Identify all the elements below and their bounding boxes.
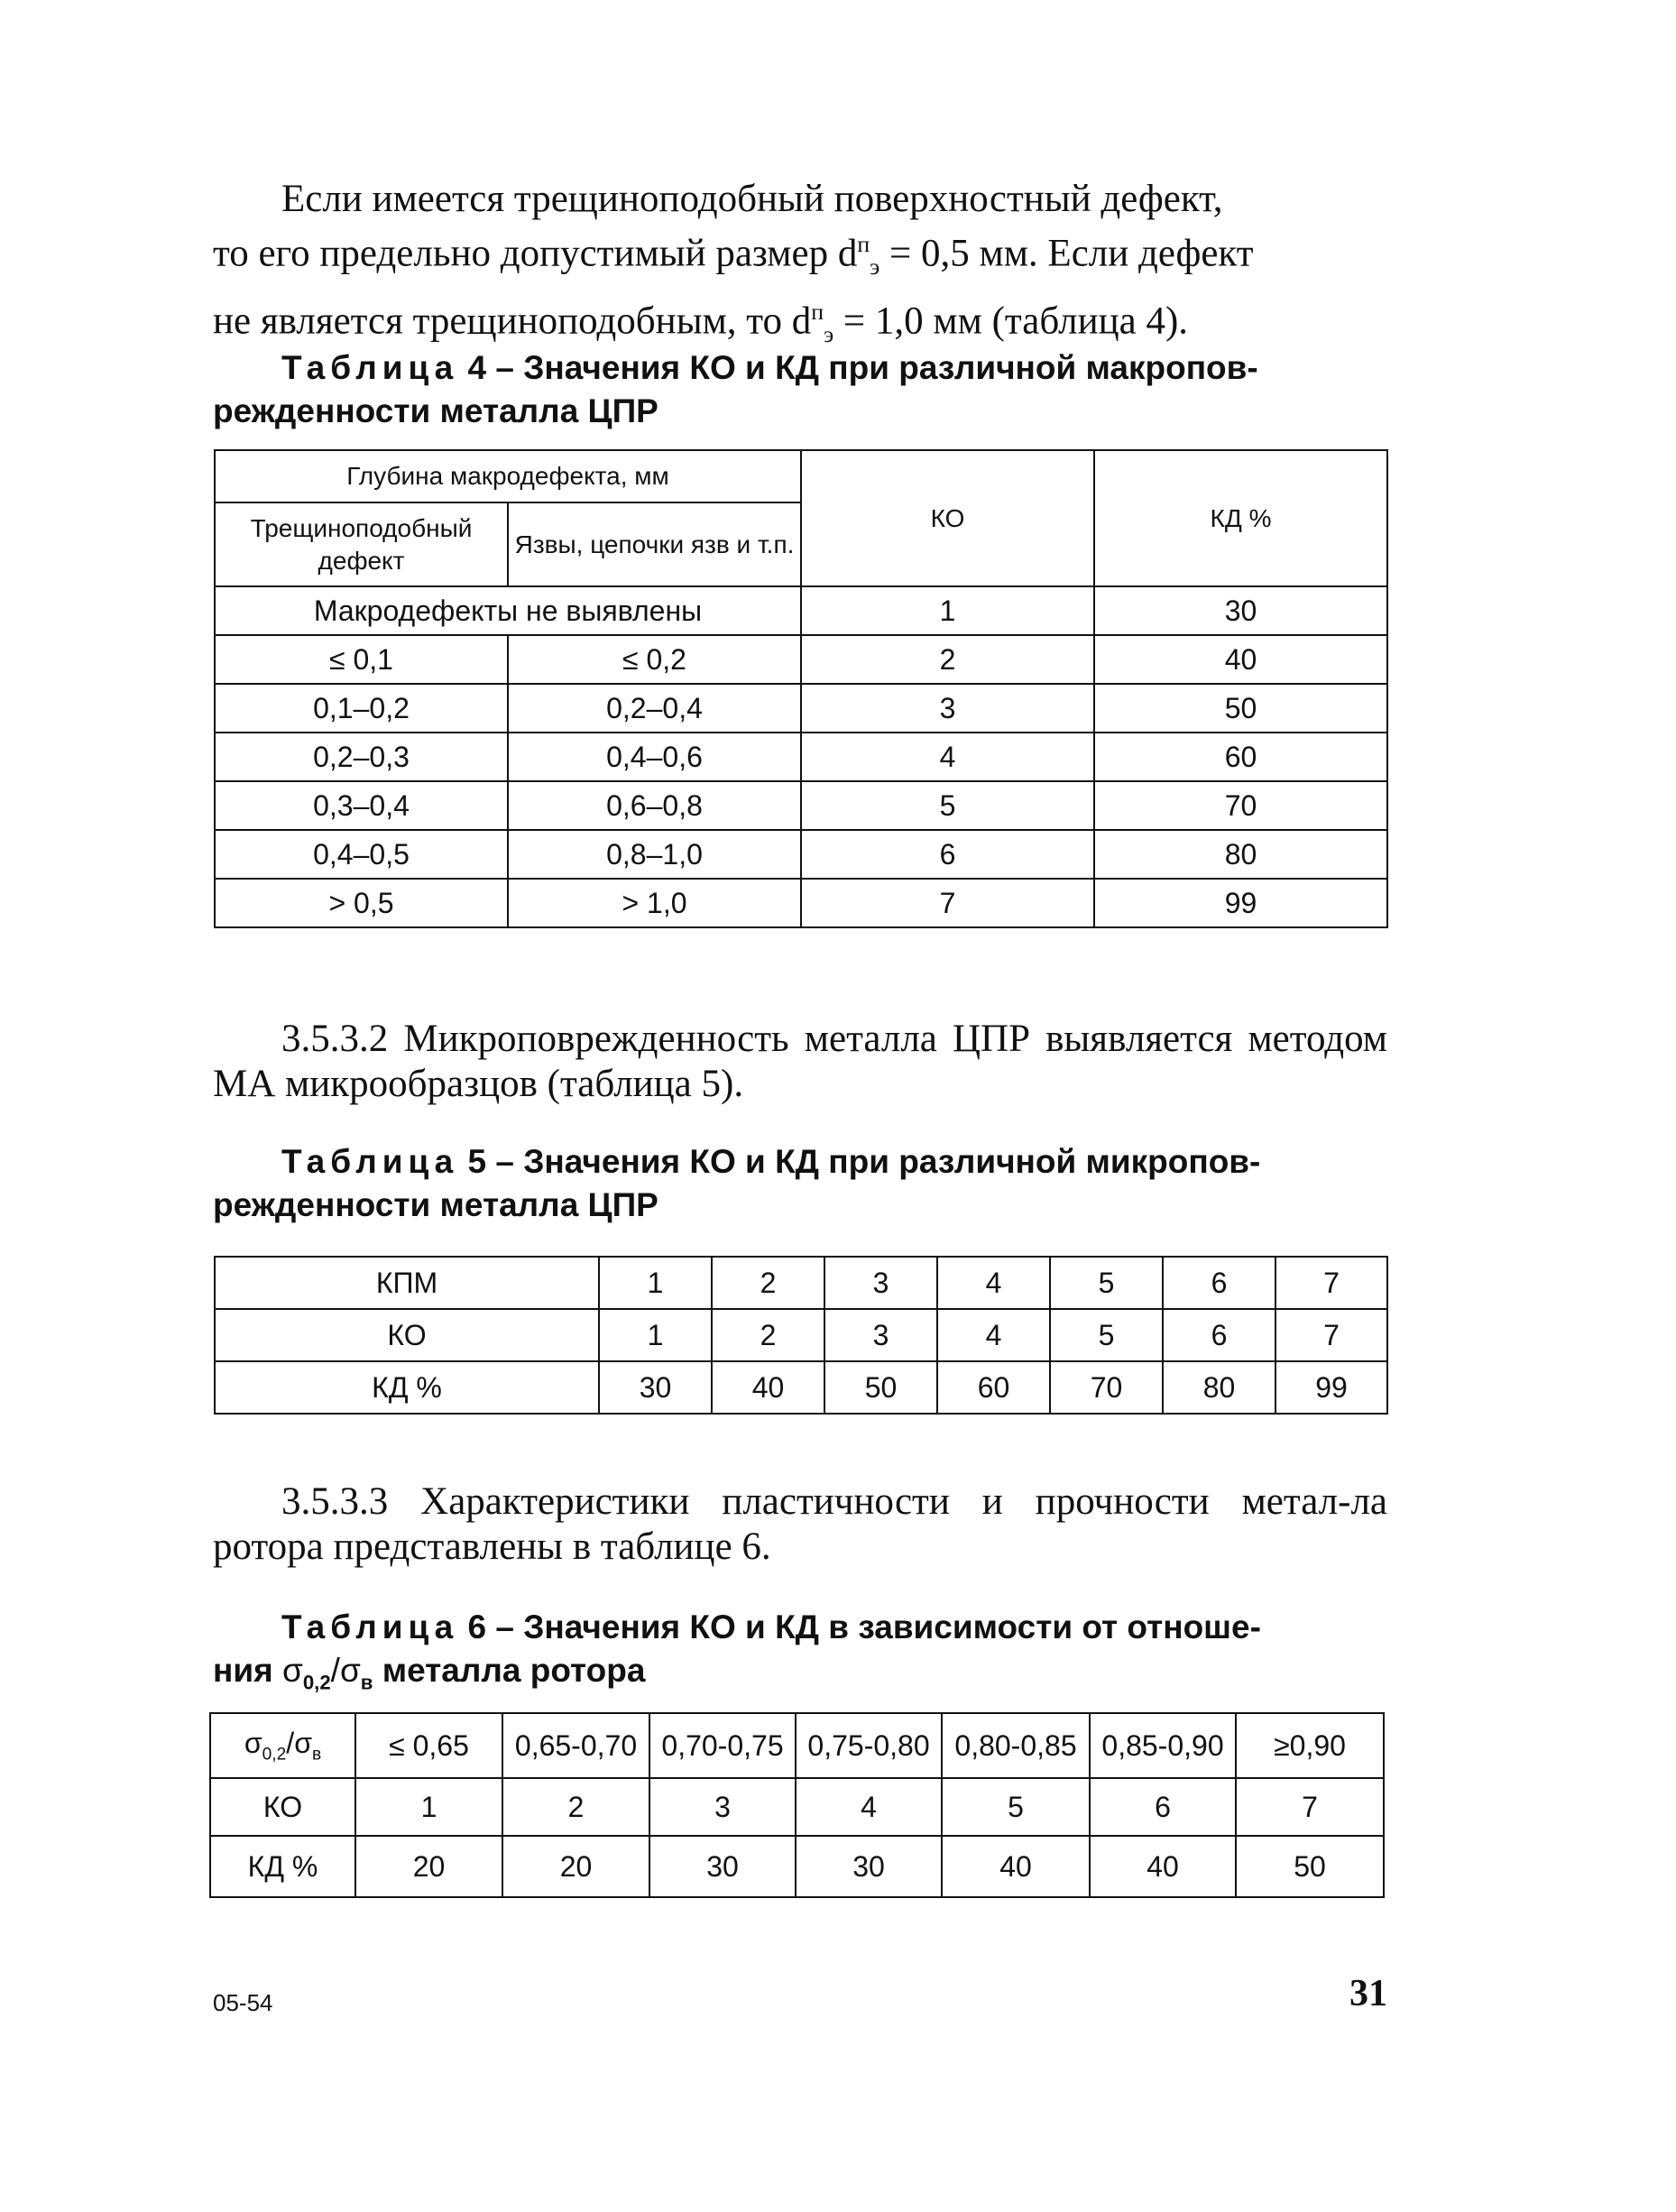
sigma-symbol: σ xyxy=(281,1652,303,1689)
table4-header-pits: Язвы, цепочки язв и т.п. xyxy=(508,502,801,586)
table5-cell: 80 xyxy=(1163,1361,1275,1414)
table4-cell: 6 xyxy=(801,830,1094,879)
table4-caption xyxy=(213,346,1387,433)
table6-cell: 50 xyxy=(1236,1836,1384,1897)
table5-cell: 4 xyxy=(937,1257,1050,1309)
table4-header-kd: КД % xyxy=(1094,450,1387,586)
table4 xyxy=(214,449,1388,928)
table6-cell: 6 xyxy=(1090,1778,1236,1836)
table6 xyxy=(209,1712,1385,1898)
table5-cell: 3 xyxy=(824,1309,937,1361)
table-row xyxy=(215,781,1387,830)
table6-cell: 2 xyxy=(502,1778,649,1836)
table6-header-cell: 0,75-0,80 xyxy=(796,1713,942,1778)
table5-caption-line-2: режденности металла ЦПР xyxy=(213,1186,658,1223)
sigma-subscript-2: в xyxy=(311,1745,322,1765)
sigma-subscript-2: в xyxy=(360,1671,373,1694)
table4-cell: 50 xyxy=(1094,684,1387,733)
table4-cell: ≤ 0,1 xyxy=(215,635,508,684)
table5-cell: 6 xyxy=(1163,1257,1275,1309)
table5-caption-rest: 5 – Значения КО и КД при различной микропов- xyxy=(458,1143,1261,1180)
table-row xyxy=(215,879,1387,927)
sigma-subscript: 0,2 xyxy=(302,1671,331,1694)
table4-cell: 60 xyxy=(1094,733,1387,781)
table4-cell: 3 xyxy=(801,684,1094,733)
section-3-5-3-2 xyxy=(213,1017,1387,1107)
table6-caption-line-1 xyxy=(281,1606,1387,1649)
table4-cell: ≤ 0,2 xyxy=(508,635,801,684)
table-row xyxy=(215,1309,1387,1361)
table5-cell: 5 xyxy=(1050,1257,1163,1309)
section-3-5-3-3 xyxy=(213,1479,1387,1570)
table-row xyxy=(215,635,1387,684)
section-3-5-3-3-text xyxy=(213,1479,1387,1570)
sigma-symbol-2: σ xyxy=(339,1652,361,1689)
table6-caption xyxy=(213,1606,1387,1704)
table6-caption-rest: 6 – Значения КО и КД в зависимости от отноше- xyxy=(458,1608,1261,1645)
table6-cell: 30 xyxy=(796,1836,942,1897)
table5-caption xyxy=(213,1140,1387,1227)
table6-row-label: КД % xyxy=(210,1836,355,1897)
table6-caption-line-2 xyxy=(213,1649,1387,1704)
table5-caption-line-1 xyxy=(281,1140,1387,1184)
table6-header-cell: 0,85-0,90 xyxy=(1090,1713,1236,1778)
table5-cell: 99 xyxy=(1275,1361,1387,1414)
table6-cell: 4 xyxy=(796,1778,942,1836)
d-superscript-2: п xyxy=(811,298,824,325)
table4-none-label: Макродефекты не выявлены xyxy=(215,586,801,635)
table4-caption-line-1 xyxy=(281,346,1387,390)
table-row xyxy=(215,684,1387,733)
intro-line-2 xyxy=(213,222,1387,290)
table5-cell: 2 xyxy=(712,1309,824,1361)
table5-cell: 30 xyxy=(599,1361,712,1414)
intro-line-2-text: то его предельно допустимый размер d xyxy=(213,232,858,275)
table6-header-cell: 0,65-0,70 xyxy=(502,1713,649,1778)
table5-cell: 70 xyxy=(1050,1361,1163,1414)
table5-cell: 1 xyxy=(599,1257,712,1309)
document-code: 05-54 xyxy=(213,1989,273,2016)
table4-header-group: Глубина макродефекта, мм xyxy=(215,450,801,502)
table5-cell: 2 xyxy=(712,1257,824,1309)
table4-cell: > 0,5 xyxy=(215,879,508,927)
table4-cell: 0,6–0,8 xyxy=(508,781,801,830)
table5-row-label: КПМ xyxy=(215,1257,599,1309)
page-number: 31 xyxy=(1349,1973,1387,2014)
table5 xyxy=(214,1256,1388,1415)
table4-cell: 0,4–0,6 xyxy=(508,733,801,781)
table6-cell: 20 xyxy=(502,1836,649,1897)
table5-cell: 5 xyxy=(1050,1309,1163,1361)
intro-line-1: Если имеется трещиноподобный поверхностный дефект, xyxy=(281,178,1223,220)
table6-header-cell: 0,80-0,85 xyxy=(942,1713,1090,1778)
table4-cell: > 1,0 xyxy=(508,879,801,927)
table4-caption-line-2: режденности металла ЦПР xyxy=(213,392,658,429)
table6-header-label xyxy=(210,1713,355,1778)
table5-caption-word: Таблица xyxy=(281,1143,459,1180)
sigma-symbol: σ xyxy=(244,1726,262,1759)
table-row xyxy=(215,1257,1387,1309)
table4-cell: 5 xyxy=(801,781,1094,830)
table4-cell: 0,2–0,4 xyxy=(508,684,801,733)
table4-cell: 99 xyxy=(1094,879,1387,927)
table-row xyxy=(215,733,1387,781)
table5-cell: 6 xyxy=(1163,1309,1275,1361)
table4-cell: 0,8–1,0 xyxy=(508,830,801,879)
slash-symbol: / xyxy=(330,1652,340,1689)
table6-header-cell: 0,70-0,75 xyxy=(649,1713,796,1778)
caption-suffix: металла ротора xyxy=(373,1652,646,1689)
intro-line-3-value: = 1,0 мм (таблица 4). xyxy=(833,300,1189,343)
section-body: Характеристики пластичности и прочности метал-ла ротора представлены в таблице 6. xyxy=(213,1480,1387,1568)
table4-cell: 0,3–0,4 xyxy=(215,781,508,830)
table4-cell: 80 xyxy=(1094,830,1387,879)
table5-cell: 1 xyxy=(599,1309,712,1361)
table4-none-ko: 1 xyxy=(801,586,1094,635)
table5-cell: 3 xyxy=(824,1257,937,1309)
table6-cell: 30 xyxy=(649,1836,796,1897)
table6-cell: 20 xyxy=(355,1836,502,1897)
intro-paragraph xyxy=(213,177,1387,357)
table-row xyxy=(210,1778,1384,1836)
table4-cell: 0,4–0,5 xyxy=(215,830,508,879)
table6-cell: 7 xyxy=(1236,1778,1384,1836)
table-row xyxy=(215,1361,1387,1414)
table5-cell: 4 xyxy=(937,1309,1050,1361)
section-body: Микроповрежденность металла ЦПР выявляется методом МА микрообразцов (таблица 5). xyxy=(213,1018,1387,1105)
table-row xyxy=(215,830,1387,879)
table-row xyxy=(210,1836,1384,1897)
section-3-5-3-2-text xyxy=(213,1017,1387,1107)
table4-caption-word: Таблица xyxy=(281,349,459,386)
d-subscript: э xyxy=(870,253,880,280)
intro-line-3-text: не является трещиноподобным, то d xyxy=(213,300,812,343)
table5-row-label: КД % xyxy=(215,1361,599,1414)
table5-cell: 40 xyxy=(712,1361,824,1414)
caption-prefix: ния xyxy=(213,1652,282,1689)
table5-row-label: КО xyxy=(215,1309,599,1361)
table4-cell: 70 xyxy=(1094,781,1387,830)
table4-cell: 2 xyxy=(801,635,1094,684)
table4-cell: 0,2–0,3 xyxy=(215,733,508,781)
table4-cell: 0,1–0,2 xyxy=(215,684,508,733)
table4-header-ko: КО xyxy=(801,450,1094,586)
table4-none-kd: 30 xyxy=(1094,586,1387,635)
table4-cell: 4 xyxy=(801,733,1094,781)
table6-cell: 3 xyxy=(649,1778,796,1836)
slash-sigma: /σ xyxy=(286,1726,312,1759)
table6-cell: 40 xyxy=(942,1836,1090,1897)
table-row xyxy=(215,586,1387,635)
table6-header-cell: ≤ 0,65 xyxy=(355,1713,502,1778)
table4-header-row-1 xyxy=(215,450,1387,502)
table6-caption-word: Таблица xyxy=(281,1608,459,1645)
table4-header-crack: Трещиноподобный дефект xyxy=(215,502,508,586)
table6-header-row xyxy=(210,1713,1384,1778)
table5-cell: 7 xyxy=(1275,1309,1387,1361)
table6-cell: 1 xyxy=(355,1778,502,1836)
sigma-subscript: 0,2 xyxy=(262,1745,287,1765)
d-subscript-2: э xyxy=(824,320,834,347)
intro-line-2-value: = 0,5 мм. Если дефект xyxy=(879,232,1254,275)
table4-caption-rest: 4 – Значения КО и КД при различной макропов- xyxy=(458,349,1258,386)
table6-cell: 5 xyxy=(942,1778,1090,1836)
table5-cell: 50 xyxy=(824,1361,937,1414)
section-number: 3.5.3.3 xyxy=(281,1480,389,1523)
table4-cell: 40 xyxy=(1094,635,1387,684)
table5-cell: 7 xyxy=(1275,1257,1387,1309)
table6-header-cell: ≥0,90 xyxy=(1236,1713,1384,1778)
table4-cell: 7 xyxy=(801,879,1094,927)
section-number: 3.5.3.2 xyxy=(281,1018,389,1060)
table6-cell: 40 xyxy=(1090,1836,1236,1897)
table5-cell: 60 xyxy=(937,1361,1050,1414)
table6-row-label: КО xyxy=(210,1778,355,1836)
d-superscript: п xyxy=(857,231,870,257)
